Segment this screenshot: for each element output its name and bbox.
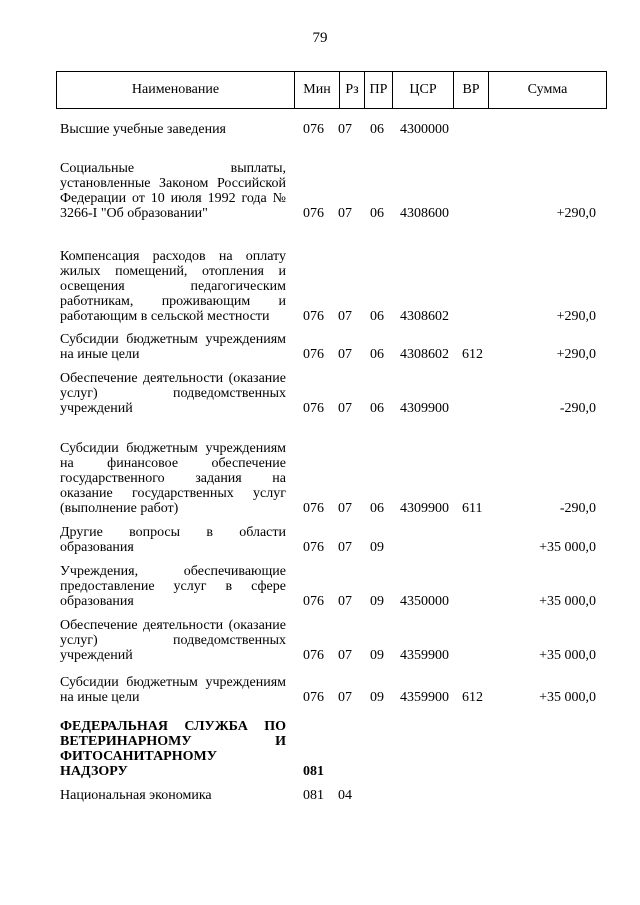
header-pr: ПР: [369, 82, 388, 97]
row-name: Субсидии бюджетным учреждениям на иные цели: [60, 332, 286, 362]
row-rz: 07: [338, 206, 352, 221]
row-sum: +290,0: [556, 309, 596, 324]
row-min: 076: [303, 540, 324, 555]
row-csr: 4308602: [400, 309, 449, 324]
row-sum: +35 000,0: [539, 648, 596, 663]
row-min: 076: [303, 122, 324, 137]
header-min: Мин: [303, 82, 331, 97]
row-csr: 4300000: [400, 122, 449, 137]
row-min: 076: [303, 309, 324, 324]
row-sum: +35 000,0: [539, 690, 596, 705]
row-min: 081: [303, 788, 324, 803]
row-name: Обеспечение деятельности (оказание услуг) подведомственных учреждений: [60, 371, 286, 416]
header-vr: ВР: [462, 82, 480, 97]
row-min: 076: [303, 501, 324, 516]
row-pr: 09: [370, 690, 384, 705]
row-rz: 07: [338, 690, 352, 705]
row-vr: 612: [462, 347, 483, 362]
row-pr: 09: [370, 594, 384, 609]
row-csr: 4309900: [400, 401, 449, 416]
row-rz: 07: [338, 401, 352, 416]
row-sum: -290,0: [559, 501, 596, 516]
row-csr: 4359900: [400, 648, 449, 663]
row-min: 081: [303, 764, 324, 779]
row-rz: 07: [338, 309, 352, 324]
row-name: ФЕДЕРАЛЬНАЯ СЛУЖБА ПО ВЕТЕРИНАРНОМУ И ФИТОСАНИТАРНОМУ НАДЗОРУ: [60, 719, 286, 779]
row-rz: 07: [338, 594, 352, 609]
row-name: Социальные выплаты, установленные Законом Российской Федерации от 10 июля 1992 года № 3266-I "Об образовании": [60, 161, 286, 221]
row-rz: 07: [338, 501, 352, 516]
row-min: 076: [303, 347, 324, 362]
row-pr: 06: [370, 501, 384, 516]
row-rz: 07: [338, 122, 352, 137]
row-min: 076: [303, 401, 324, 416]
row-pr: 06: [370, 206, 384, 221]
row-pr: 09: [370, 540, 384, 555]
row-min: 076: [303, 206, 324, 221]
row-csr: 4359900: [400, 690, 449, 705]
row-sum: +290,0: [556, 206, 596, 221]
row-sum: +35 000,0: [539, 540, 596, 555]
row-pr: 06: [370, 309, 384, 324]
header-rz: Рз: [345, 82, 359, 97]
row-pr: 06: [370, 122, 384, 137]
row-name: Высшие учебные заведения: [60, 122, 226, 137]
row-sum: +290,0: [556, 347, 596, 362]
header-name: Наименование: [131, 82, 220, 97]
page-number: 79: [312, 30, 328, 46]
row-name: Субсидии бюджетным учреждениям на иные цели: [60, 675, 286, 705]
row-name: Другие вопросы в области образования: [60, 525, 286, 555]
header-sum: Сумма: [527, 82, 568, 97]
header-csr: ЦСР: [409, 82, 437, 97]
row-csr: 4309900: [400, 501, 449, 516]
row-csr: 4308600: [400, 206, 449, 221]
row-name: Национальная экономика: [60, 788, 212, 803]
row-sum: -290,0: [559, 401, 596, 416]
row-name: Обеспечение деятельности (оказание услуг) подведомственных учреждений: [60, 618, 286, 663]
row-name: Компенсация расходов на оплату жилых помещений, отопления и освещения педагогическим работникам, проживающим и работающим в сельской местности: [60, 249, 286, 324]
row-name: Субсидии бюджетным учреждениям на финансовое обеспечение государственного задания на оказание государственных услуг (выполнение работ): [60, 441, 286, 516]
row-sum: +35 000,0: [539, 594, 596, 609]
row-min: 076: [303, 594, 324, 609]
row-name: Учреждения, обеспечивающие предоставление услуг в сфере образования: [60, 564, 286, 609]
row-pr: 06: [370, 401, 384, 416]
row-rz: 04: [338, 788, 352, 803]
row-csr: 4350000: [400, 594, 449, 609]
row-min: 076: [303, 690, 324, 705]
row-csr: 4308602: [400, 347, 449, 362]
row-min: 076: [303, 648, 324, 663]
row-pr: 06: [370, 347, 384, 362]
row-rz: 07: [338, 540, 352, 555]
row-vr: 611: [462, 501, 483, 516]
row-pr: 09: [370, 648, 384, 663]
row-rz: 07: [338, 648, 352, 663]
row-vr: 612: [462, 690, 483, 705]
row-rz: 07: [338, 347, 352, 362]
